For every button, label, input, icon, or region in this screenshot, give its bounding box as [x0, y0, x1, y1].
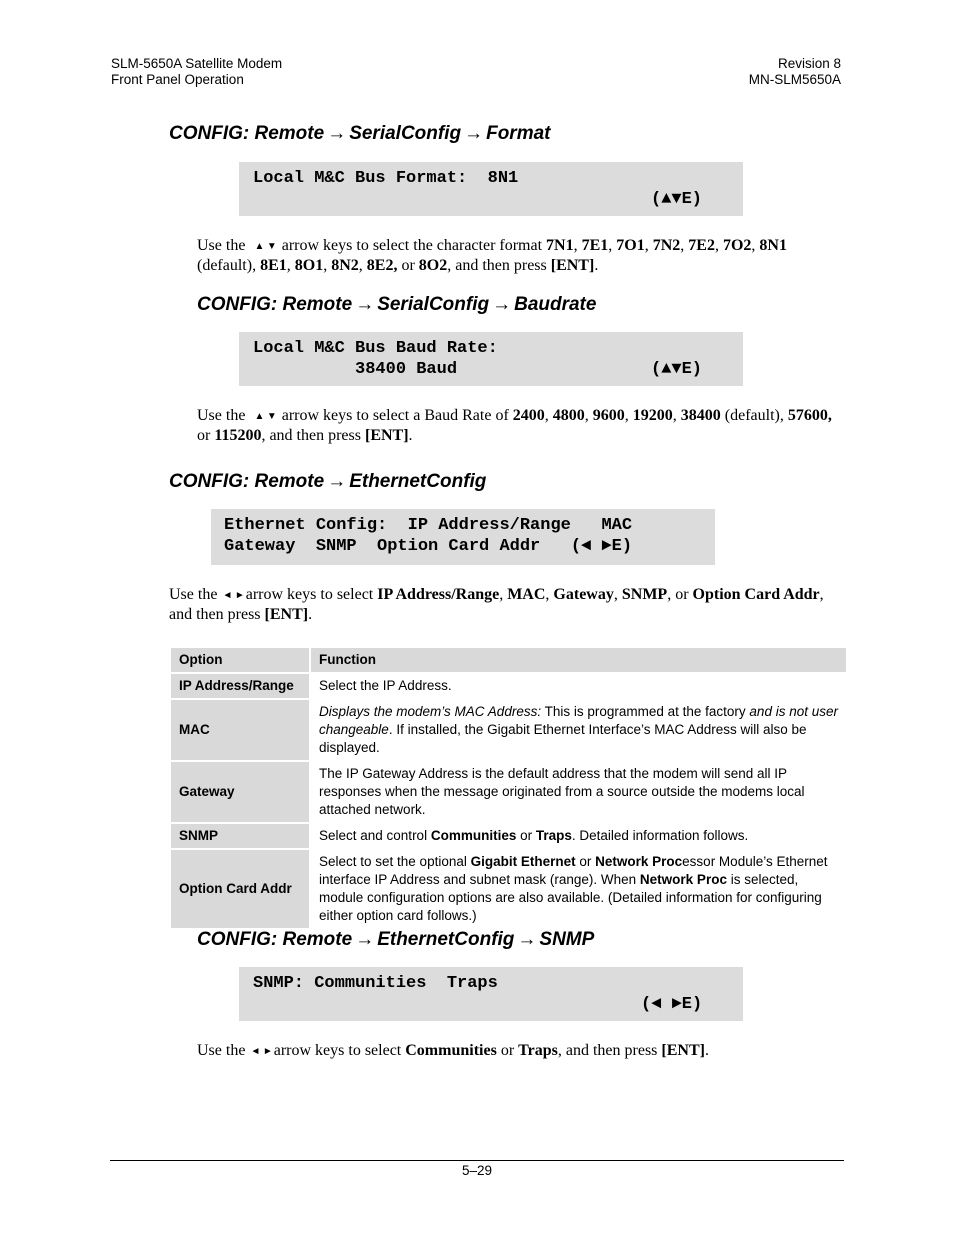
doc-section: Front Panel Operation	[111, 72, 244, 87]
option-cell: IP Address/Range	[171, 674, 309, 698]
header-left	[111, 56, 282, 88]
function-cell: Select to set the optional Gigabit Ethernet or Network Processor Module’s Ethernet interface IP Address and subnet mask (range). When Network Proc is selected, module configuration options are also available. (Detailed information for configuring either option card follows.)	[311, 850, 846, 928]
options-table	[169, 646, 848, 930]
para-baudrate: Use the ▲ ▼ arrow keys to select a Baud Rate of 2400, 4800, 9600, 19200, 38400 (default), 57600, or 115200, and then press [ENT].	[197, 407, 832, 444]
doc-title: SLM-5650A Satellite Modem	[111, 56, 283, 71]
lcd-format	[239, 162, 743, 216]
lcd-snmp	[239, 967, 743, 1021]
heading-ethernet: CONFIG: Remote → EthernetConfig	[169, 471, 487, 492]
up-down-arrow-icon: ▲ ▼	[254, 241, 277, 252]
lcd-keys: (◄ ►E)	[641, 995, 703, 1014]
lcd-line-1: Ethernet Config: IP Address/Range MAC	[224, 516, 633, 535]
arrow-right-icon: →	[517, 929, 537, 950]
para-ethernet: Use the ◄ ►arrow keys to select IP Address/Range, MAC, Gateway, SNMP, or Option Card Addr, and then press [ENT].	[169, 586, 824, 623]
column-header-function: Function	[311, 648, 846, 672]
lcd-line-2: 38400 Baud	[253, 360, 458, 379]
option-cell: SNMP	[171, 824, 309, 848]
column-header-option: Option	[171, 648, 309, 672]
arrow-right-icon: →	[327, 123, 347, 144]
heading-snmp: CONFIG: Remote → EthernetConfig → SNMP	[197, 929, 595, 950]
page-number: 5–29	[461, 1163, 493, 1178]
lcd-keys: (▲▼E)	[651, 190, 703, 209]
table-row	[171, 850, 846, 928]
arrow-right-icon: →	[464, 123, 484, 144]
heading-baudrate: CONFIG: Remote → SerialConfig → Baudrate	[197, 294, 597, 315]
para-format: Use the ▲ ▼ arrow keys to select the character format 7N1, 7E1, 7O1, 7N2, 7E2, 7O2, 8N1 (default), 8E1, 8O1, 8N2, 8E2, or 8O2, and then press [ENT].	[197, 237, 787, 274]
function-cell: The IP Gateway Address is the default address that the modem will send all IP responses when the message originated from a source outside the modems local attached network.	[311, 762, 846, 822]
up-down-arrow-icon: ▲ ▼	[254, 411, 277, 422]
left-right-arrow-icon: ◄ ►	[250, 1046, 273, 1057]
table-header-row	[171, 648, 846, 672]
arrow-right-icon: →	[355, 929, 375, 950]
header-right	[749, 56, 841, 88]
footer-divider	[110, 1160, 844, 1161]
function-cell: Displays the modem’s MAC Address: This is programmed at the factory and is not user changeable. If installed, the Gigabit Ethernet Interface’s MAC Address will also be displayed.	[311, 700, 846, 760]
lcd-line-1: Local M&C Bus Format: 8N1	[253, 169, 519, 188]
lcd-ethernet	[211, 509, 715, 565]
table-row	[171, 674, 846, 698]
option-cell: Option Card Addr	[171, 850, 309, 928]
table-row	[171, 700, 846, 760]
table-row	[171, 824, 846, 848]
arrow-right-icon: →	[355, 294, 375, 315]
doc-revision: Revision 8	[777, 56, 841, 71]
lcd-baudrate	[239, 332, 743, 386]
doc-number: MN-SLM5650A	[748, 72, 841, 87]
function-cell: Select the IP Address.	[311, 674, 846, 698]
lcd-line-1: SNMP: Communities Traps	[253, 974, 498, 993]
lcd-line-1: Local M&C Bus Baud Rate:	[253, 339, 498, 358]
para-snmp: Use the ◄ ►arrow keys to select Communities or Traps, and then press [ENT].	[197, 1042, 709, 1059]
arrow-right-icon: →	[327, 471, 347, 492]
arrow-right-icon: →	[492, 294, 512, 315]
option-cell: Gateway	[171, 762, 309, 822]
option-cell: MAC	[171, 700, 309, 760]
table-row	[171, 762, 846, 822]
lcd-keys: (▲▼E)	[651, 360, 703, 379]
heading-format: CONFIG: Remote → SerialConfig → Format	[169, 123, 551, 144]
function-cell: Select and control Communities or Traps. Detailed information follows.	[311, 824, 846, 848]
lcd-line-2: Gateway SNMP Option Card Addr (◄ ►E)	[224, 537, 633, 556]
left-right-arrow-icon: ◄ ►	[222, 590, 245, 601]
